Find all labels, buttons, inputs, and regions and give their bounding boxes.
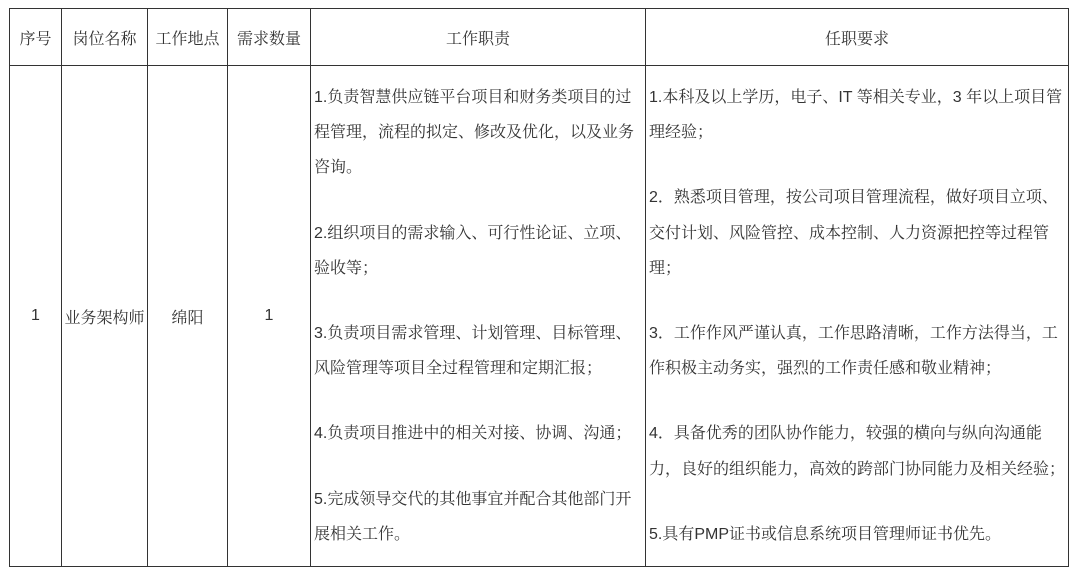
cell-quantity: 1 bbox=[228, 66, 311, 567]
paragraph: 2.组织项目的需求输入、可行性论证、立项、验收等； bbox=[314, 224, 632, 277]
paragraph: 3．工作作风严谨认真，工作思路清晰，工作方法得当，工作积极主动务实，强烈的工作责任感和敬业精神； bbox=[649, 325, 1058, 378]
paragraph: 4．具备优秀的团队协作能力，较强的横向与纵向沟通能力，良好的组织能力，高效的跨部门协同能力及相关经验； bbox=[649, 425, 1066, 478]
header-cell-location: 工作地点 bbox=[148, 9, 228, 66]
paragraph: 4.负责项目推进中的相关对接、协调、沟通； bbox=[314, 425, 632, 443]
paragraph: 2．熟悉项目管理，按公司项目管理流程，做好项目立项、交付计划、风险管控、成本控制、人力资源把控等过程管理； bbox=[649, 189, 1058, 277]
paragraph: 1.本科及以上学历，电子、IT 等相关专业，3 年以上项目管理经验； bbox=[649, 89, 1063, 142]
cell-requirements bbox=[646, 66, 1069, 567]
header-cell-responsibilities: 工作职责 bbox=[311, 9, 646, 66]
header-cell-position: 岗位名称 bbox=[62, 9, 148, 66]
header-cell-quantity: 需求数量 bbox=[228, 9, 311, 66]
table-row bbox=[10, 66, 1069, 567]
header-cell-index: 序号 bbox=[10, 9, 62, 66]
header-cell-requirements: 任职要求 bbox=[646, 9, 1069, 66]
paragraph: 3.负责项目需求管理、计划管理、目标管理、风险管理等项目全过程管理和定期汇报； bbox=[314, 325, 632, 378]
paragraph: 5.具有PMP证书或信息系统项目管理师证书优先。 bbox=[649, 525, 1002, 543]
cell-responsibilities bbox=[311, 66, 646, 567]
header-row bbox=[10, 9, 1069, 66]
paragraph: 5.完成领导交代的其他事宜并配合其他部门开展相关工作。 bbox=[314, 490, 632, 543]
cell-position: 业务架构师 bbox=[62, 66, 148, 567]
job-table bbox=[9, 8, 1069, 567]
cell-location: 绵阳 bbox=[148, 66, 228, 567]
paragraph: 1.负责智慧供应链平台项目和财务类项目的过程管理，流程的拟定、修改及优化，以及业务咨询。 bbox=[314, 89, 635, 177]
cell-index: 1 bbox=[10, 66, 62, 567]
